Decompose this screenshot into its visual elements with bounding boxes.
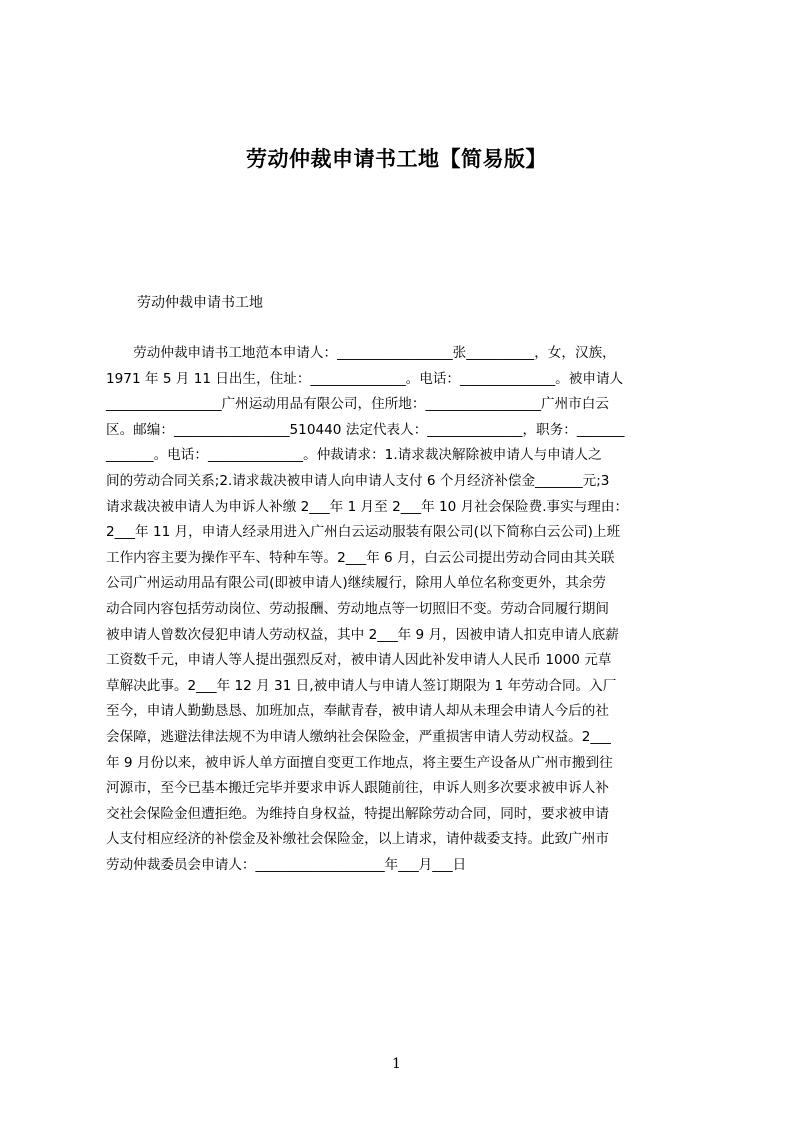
body-line: 河源市，至今已基本搬迁完毕并要求申诉人跟随前往，申诉人则多次要求被申诉人补 [106,780,609,797]
body-line: 会保障，逃避法律法规不为申请人缴纳社会保险金，严重损害申请人劳动权益。2___ [106,729,611,745]
body-line: 工资数千元，申请人等人提出强烈反对，被申请人因此补发申请人人民币 1000 元草 [106,652,612,669]
body-line: 人支付相应经济的补偿金及补缴社会保险金，以上请求，请仲裁委支持。此致广州市 [106,831,609,848]
body-line: 劳动仲裁委员会申请人：___________________年___月___日 [106,857,467,873]
body-line: 区。邮编：_________________510440 法定代表人：______________，职务：_______ [106,421,625,438]
body-line: 1971 年 5 月 11 日出生，住址：______________。电话：______________。被申请人 [106,370,624,387]
body-line: 工作内容主要为操作平车、特种车等。2___年 6 月，白云公司提出劳动合同由其关联 [106,549,615,566]
body-line: 动合同内容包括劳动岗位、劳动报酬、劳动地点等一切照旧不变。劳动合同履行期间 [106,601,609,617]
document-title: 劳动仲裁申请书工地【简易版】 [246,147,547,171]
body-line: 2___年 11 月，申请人经录用进入广州白云运动服装有限公司(以下简称白云公司)上班 [106,524,621,541]
document-subtitle: 劳动仲裁申请书工地 [137,295,263,311]
body-line: 至今，申请人勤勤恳恳、加班加点，奉献青春，被申请人却从未理会申请人今后的社 [106,703,609,720]
body-line: 草解决此事。2___年 12 月 31 日,被申请人与申请人签订期限为 1 年劳动合同。入厂 [106,677,617,694]
body-line: 劳动仲裁申请书工地范本申请人：_________________张__________，女，汉族， [106,345,616,361]
page-number: 1 [392,1056,401,1072]
body-line: _______。电话：______________。仲裁请求：1.请求裁决解除被申请人与申请人之 [106,447,602,464]
body-line: 间的劳动合同关系;2.请求裁决被申请人向申请人支付 6 个月经济补偿金_______元;3 [106,473,610,489]
body-line: 请求裁决被申请人为申诉人补缴 2___年 1 月至 2___年 10 月社会保险费.事实与理由： [106,498,629,515]
body-line: _________________广州运动用品有限公司，住所地：_________________广州市白云 [106,396,609,413]
body-line: 交社会保险金但遭拒绝。为维持自身权益，特提出解除劳动合同，同时，要求被申请 [106,805,609,822]
body-line: 年 9 月份以来，被申诉人单方面擅自变更工作地点，将主要生产设备从广州市搬到往 [106,754,613,771]
body-line: 被申请人曾数次侵犯申请人劳动权益，其中 2___年 9 月，因被申请人扣克申请人底薪 [106,626,619,643]
body-line: 公司广州运动用品有限公司(即被申请人)继续履行，除用人单位名称变更外，其余劳 [106,575,606,592]
